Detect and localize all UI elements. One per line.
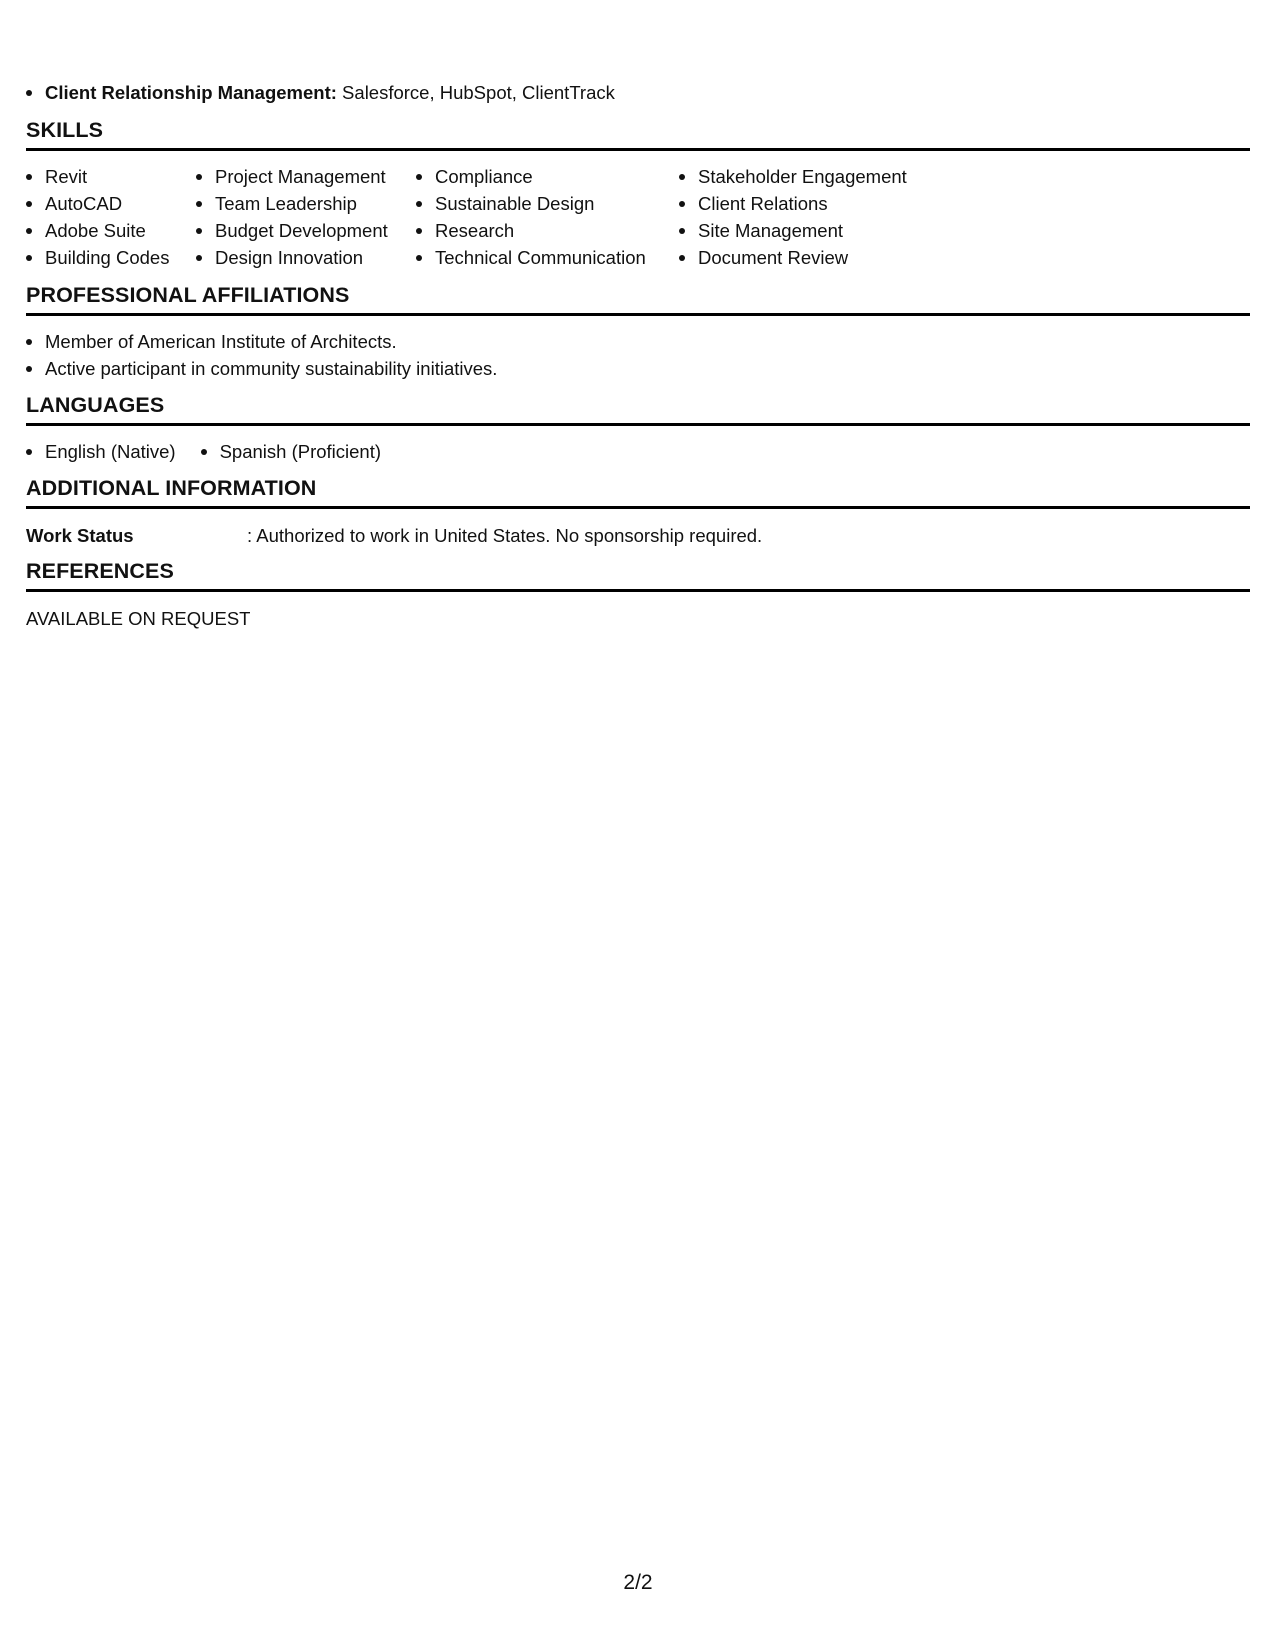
tools-item-label: Client Relationship Management: <box>45 82 337 103</box>
skills-column-1 <box>26 163 196 271</box>
languages-heading: LANGUAGES <box>26 392 1250 426</box>
affiliation-item: Member of American Institute of Architects. <box>26 328 497 355</box>
skill-item: Client Relations <box>679 190 939 217</box>
skill-item: Revit <box>26 163 196 190</box>
resume-page <box>26 0 1250 1650</box>
language-item: Spanish (Proficient) <box>201 438 381 465</box>
skill-item: Sustainable Design <box>416 190 679 217</box>
skill-item: Compliance <box>416 163 679 190</box>
affiliation-item: Active participant in community sustainability initiatives. <box>26 355 497 382</box>
work-status-label: Work Status <box>26 525 134 546</box>
skill-item: Stakeholder Engagement <box>679 163 939 190</box>
language-item: English (Native) <box>26 438 176 465</box>
references-text: AVAILABLE ON REQUEST <box>26 608 251 629</box>
skills-column-4 <box>679 163 939 271</box>
additional-info-heading: ADDITIONAL INFORMATION <box>26 475 1250 509</box>
references-heading: REFERENCES <box>26 558 1250 592</box>
tools-list <box>26 79 615 106</box>
skills-grid <box>26 163 939 271</box>
skill-item: Adobe Suite <box>26 217 196 244</box>
skill-item: Document Review <box>679 244 939 271</box>
affiliations-list <box>26 328 497 382</box>
skill-item: Design Innovation <box>196 244 416 271</box>
skills-column-3 <box>416 163 679 271</box>
skill-item: Project Management <box>196 163 416 190</box>
work-status-value: : Authorized to work in United States. No sponsorship required. <box>247 525 763 546</box>
tools-item-crm <box>26 79 615 106</box>
skills-heading: SKILLS <box>26 117 1250 151</box>
tools-item-value: Salesforce, HubSpot, ClientTrack <box>336 82 615 103</box>
skill-item: AutoCAD <box>26 190 196 217</box>
skill-item: Team Leadership <box>196 190 416 217</box>
affiliations-heading: PROFESSIONAL AFFILIATIONS <box>26 282 1250 316</box>
work-status-row <box>26 522 762 549</box>
skill-item: Technical Communication <box>416 244 679 271</box>
skills-column-2 <box>196 163 416 271</box>
skill-item: Budget Development <box>196 217 416 244</box>
skill-item: Site Management <box>679 217 939 244</box>
skill-item: Research <box>416 217 679 244</box>
page-number: 2/2 <box>623 1571 653 1594</box>
skill-item: Building Codes <box>26 244 196 271</box>
languages-list <box>26 438 406 465</box>
